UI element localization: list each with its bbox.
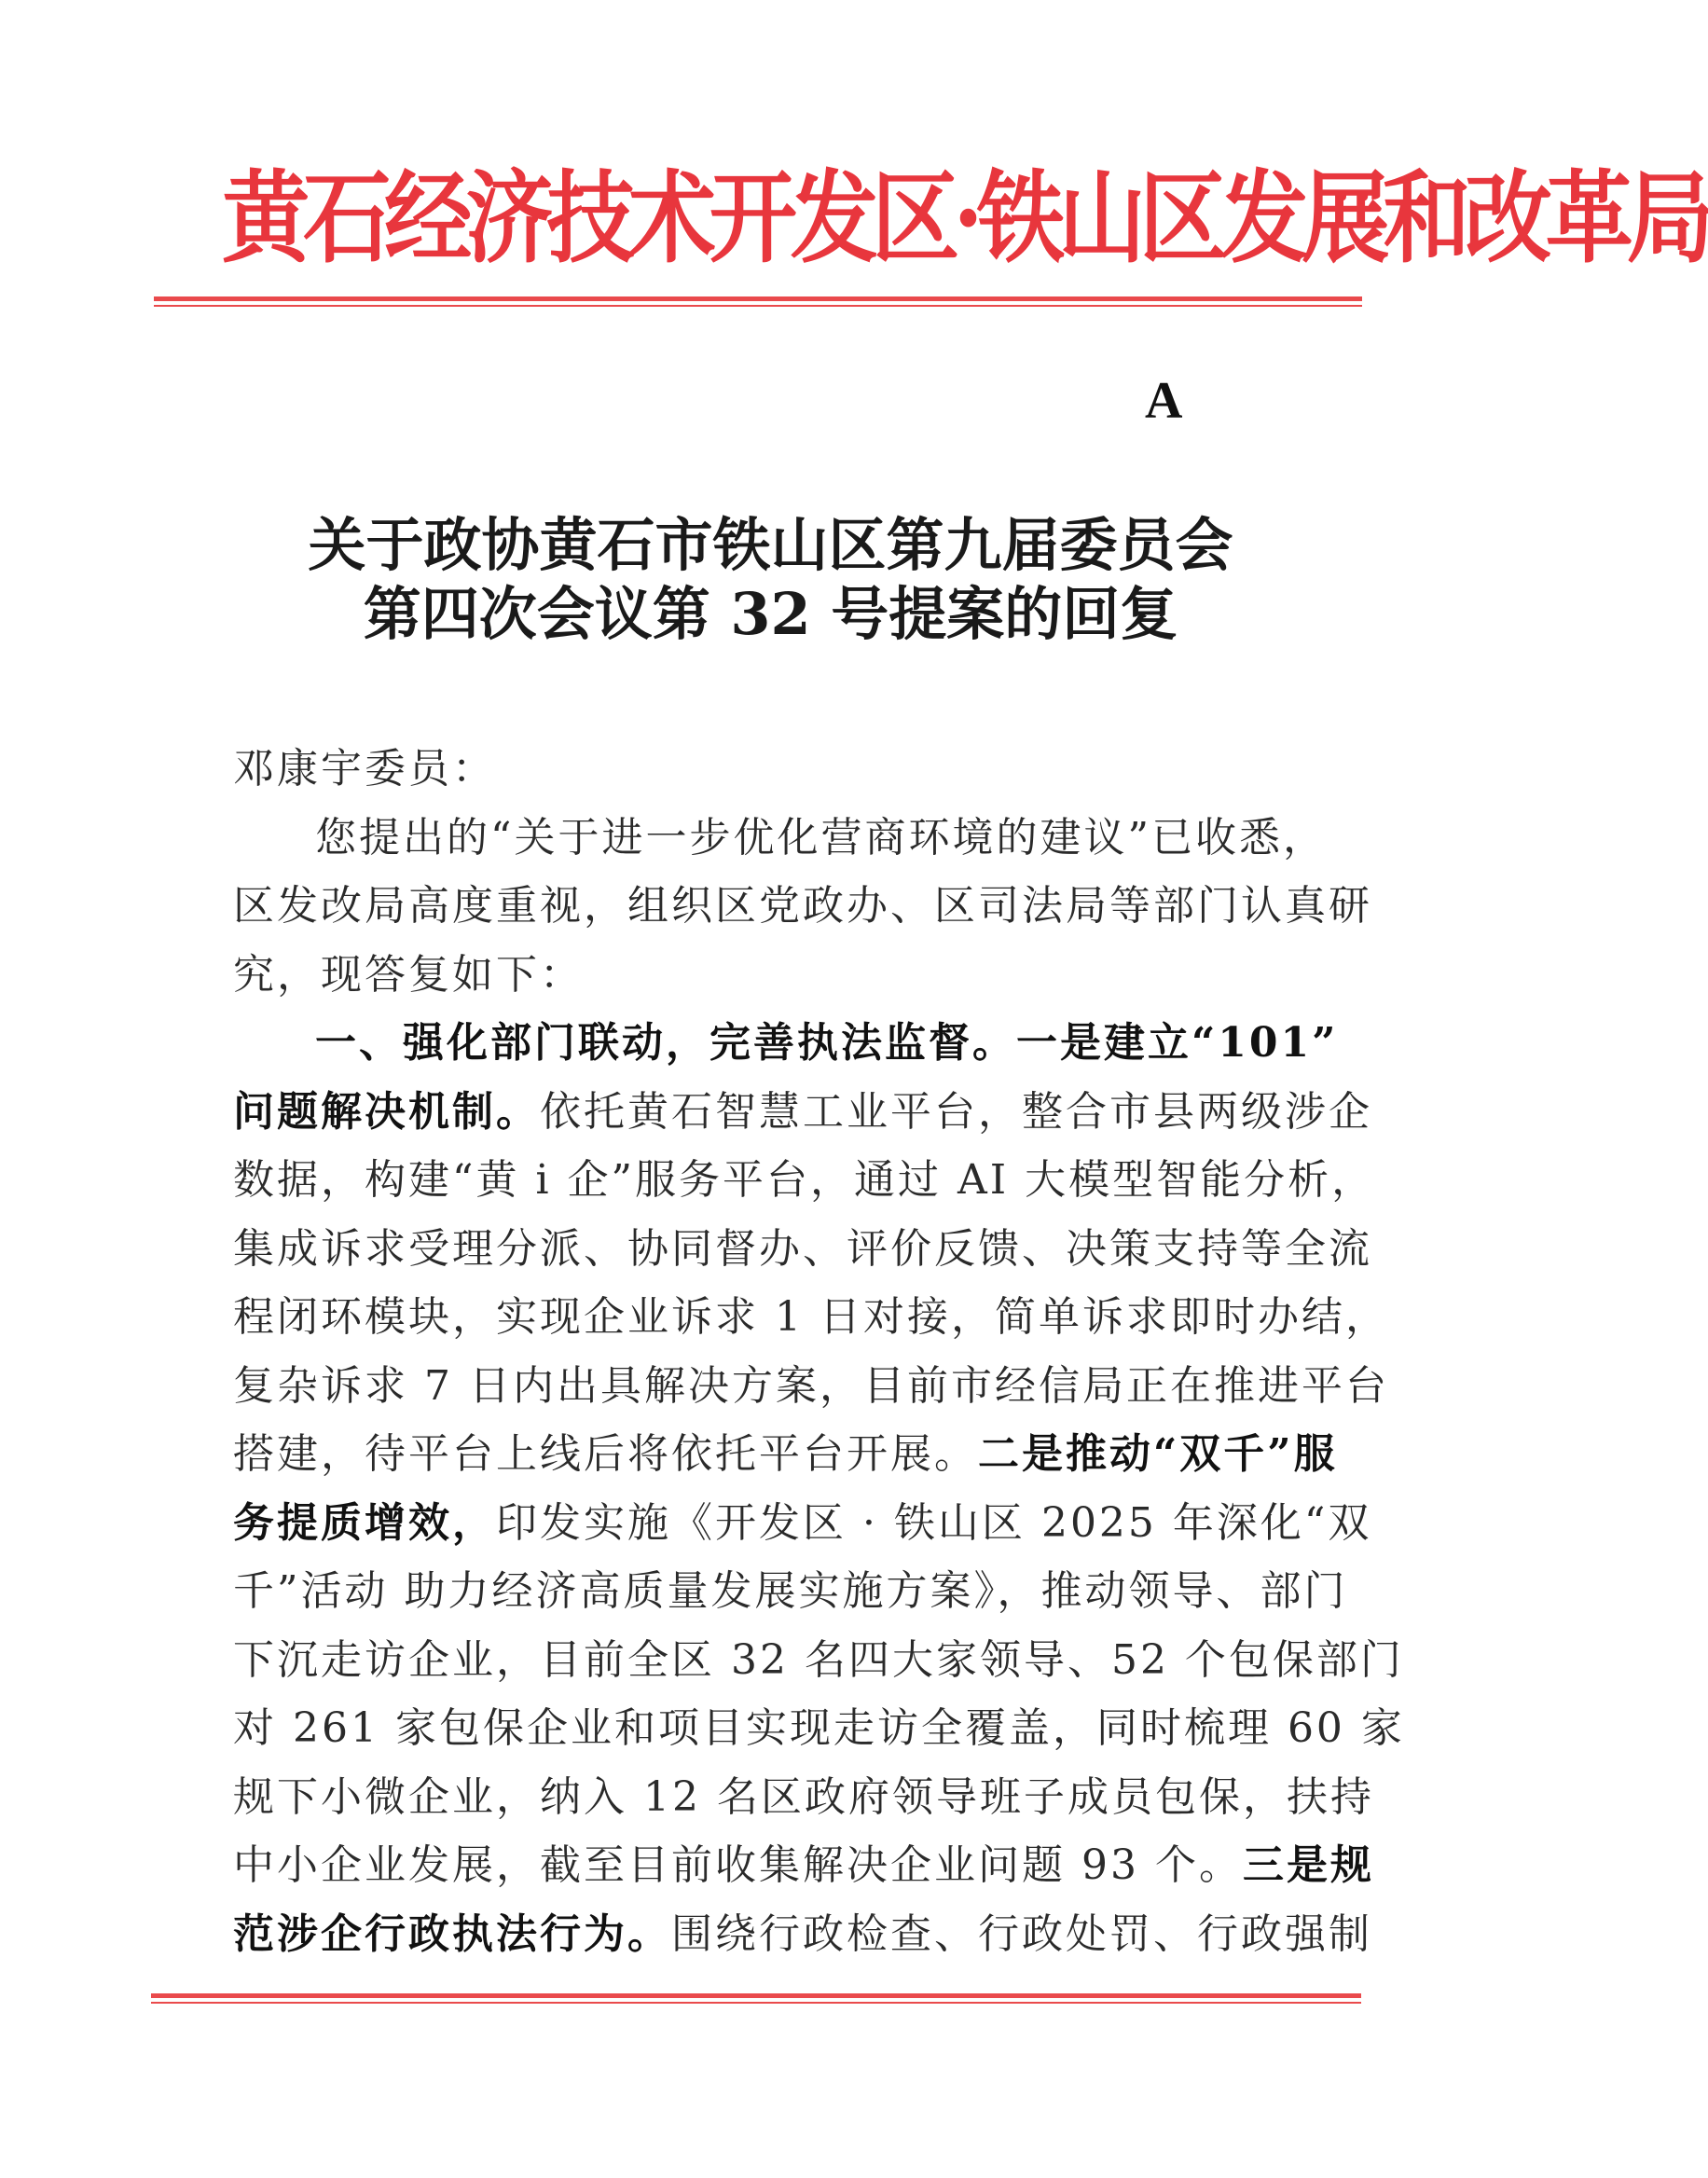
body-text: 区发改局高度重视，组织区党政办、区司法局等部门认真研 (233, 882, 1372, 930)
body-line (233, 804, 1327, 873)
body-text: 下沉走访企业，目前全区 32 名四大家领导、52 个包保部门 (233, 1635, 1404, 1684)
body-bold-text: 务提质增效， (233, 1498, 496, 1547)
body-line (233, 941, 1315, 1010)
body-bold-text: 范涉企行政执法行为。 (233, 1909, 671, 1958)
body-line (233, 1900, 1372, 1969)
body-line (233, 872, 1372, 941)
body-line (233, 1215, 1372, 1284)
salutation: 邓康宇委员： (233, 745, 496, 793)
title-line-1: 关于政协黄石市铁山区第九届委员会 (308, 511, 1233, 579)
body-line (233, 1831, 1374, 1900)
body-text: 程闭环模块，实现企业诉求 1 日对接，简单诉求即时办结， (233, 1293, 1389, 1341)
body-text: 数据，构建“黄 i 企”服务平台，通过 AI 大模型智能分析， (233, 1156, 1376, 1204)
body-text: 依托黄石智慧工业平台，整合市县两级涉企 (540, 1087, 1372, 1136)
body-bold-text: 三是规 (1242, 1841, 1374, 1889)
title-line-2: 第四次会议第 32 号提案的回复 (363, 580, 1178, 648)
body-text: 规下小微企业，纳入 12 名区政府领导班子成员包保，扶持 (233, 1772, 1374, 1821)
body-text: 您提出的“关于进一步优化营商环境的建议”已收悉， (315, 813, 1327, 862)
body-bold-text: 二是推动“双千”服 (978, 1430, 1338, 1478)
body-line (233, 1283, 1389, 1352)
body-text: 搭建，待平台上线后将依托平台开展。 (233, 1430, 978, 1478)
body-line (233, 1694, 1405, 1763)
body-bold-text: 一、强化部门联动，完善执法监督。一是建立“101” (315, 1019, 1339, 1067)
body-text: 中小企业发展，截至目前收集解决企业问题 93 个。 (233, 1841, 1243, 1889)
body-line (233, 1489, 1372, 1558)
body-text: 围绕行政检查、行政处罚、行政强制 (671, 1909, 1372, 1958)
body-text: 究，现答复如下： (233, 950, 584, 999)
body-bold-text: 问题解决机制。 (233, 1087, 540, 1136)
body-text: 印发实施《开发区 · 铁山区 2025 年深化“双 (496, 1498, 1372, 1547)
document-title (186, 511, 1355, 649)
body-line (233, 1626, 1404, 1695)
body-line (233, 1009, 1339, 1078)
document-body (233, 735, 1405, 1968)
body-line (233, 1420, 1338, 1489)
letterhead-org-name: 黄石经济技术开发区·铁山区发展和改革局 (222, 160, 1708, 277)
classification-mark: A (1145, 372, 1183, 430)
body-text: 集成诉求受理分派、协同督办、评价反馈、决策支持等全流 (233, 1224, 1372, 1273)
body-line (233, 1146, 1376, 1215)
body-line (233, 1352, 1389, 1421)
body-text: 对 261 家包保企业和项目实现走访全覆盖，同时梳理 60 家 (233, 1704, 1405, 1752)
body-line (233, 1078, 1372, 1147)
body-line (233, 1763, 1374, 1832)
body-text: 复杂诉求 7 日内出具解决方案，目前市经信局正在推进平台 (233, 1361, 1389, 1410)
body-text: 千”活动 助力经济高质量发展实施方案》，推动领导、部门 (233, 1567, 1348, 1615)
body-line (233, 1557, 1348, 1626)
